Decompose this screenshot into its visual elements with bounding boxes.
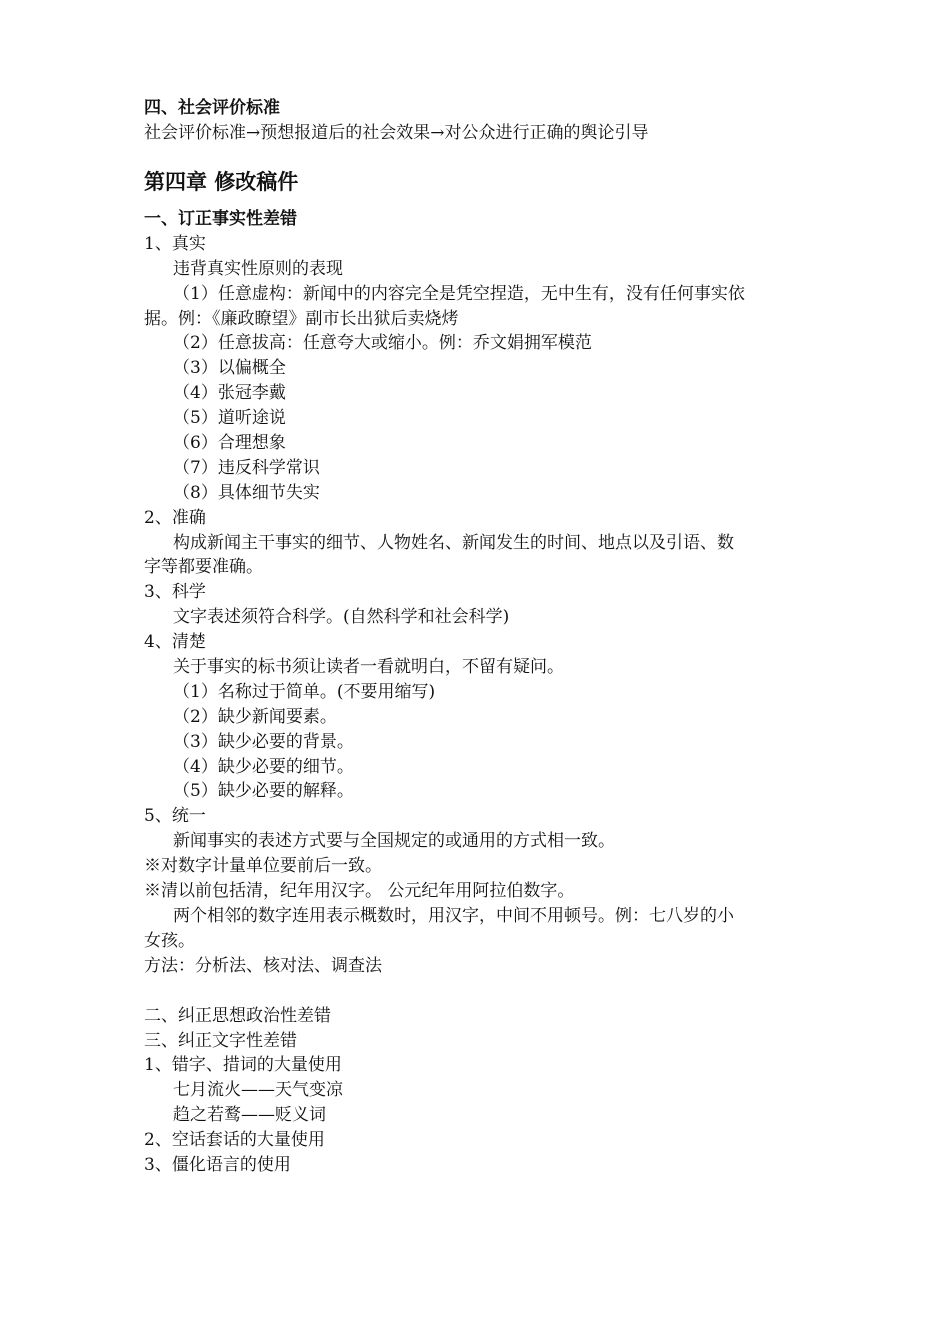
list-item: （5）缺少必要的解释。 <box>173 781 354 802</box>
section-heading: 一、订正事实性差错 <box>144 208 297 229</box>
subsection-title: 2、准确 <box>144 507 206 528</box>
subsection-title: 1、真实 <box>144 233 206 254</box>
paragraph: 新闻事实的表述方式要与全国规定的或通用的方式相一致。 <box>173 831 615 852</box>
subsection-title: 5、统一 <box>144 806 206 827</box>
list-item: （1）任意虚构：新闻中的内容完全是凭空捏造，无中生有，没有任何事实依 <box>173 283 745 304</box>
paragraph: 社会评价标准→预想报道后的社会效果→对公众进行正确的舆论引导 <box>144 123 649 143</box>
list-item: （2）任意拔高：任意夸大或缩小。例：乔文娟拥军模范 <box>173 333 592 354</box>
list-item: （4）缺少必要的细节。 <box>173 756 354 777</box>
paragraph: 关于事实的标书须让读者一看就明白，不留有疑问。 <box>173 657 564 678</box>
subsection-title: 3、科学 <box>144 582 206 603</box>
list-item-continuation: 据。例：《廉政瞭望》副市长出狱后卖烧烤 <box>144 308 459 329</box>
list-item: （7）违反科学常识 <box>173 457 320 478</box>
list-item: （4）张冠李戴 <box>173 383 286 404</box>
list-item: （3）以偏概全 <box>173 358 286 379</box>
list-item: （3）缺少必要的背景。 <box>173 731 354 752</box>
example: 趋之若鹜——贬义词 <box>173 1105 326 1126</box>
note: ※清以前包括清，纪年用汉字。 公元纪年用阿拉伯数字。 <box>144 881 575 902</box>
paragraph: 构成新闻主干事实的细节、人物姓名、新闻发生的时间、地点以及引语、数 <box>173 532 734 553</box>
spacer <box>144 979 824 1004</box>
paragraph-continuation: 字等都要准确。 <box>144 557 263 578</box>
paragraph: 违背真实性原则的表现 <box>173 258 343 279</box>
list-item: （5）道听途说 <box>173 408 286 429</box>
section-heading: 三、纠正文字性差错 <box>144 1030 297 1051</box>
subsection-title: 3、僵化语言的使用 <box>144 1154 291 1175</box>
paragraph: 两个相邻的数字连用表示概数时，用汉字，中间不用顿号。例：七八岁的小 <box>173 905 734 926</box>
section-heading: 二、纠正思想政治性差错 <box>144 1005 331 1026</box>
list-item: （8）具体细节失实 <box>173 482 320 503</box>
subsection-title: 1、错字、措词的大量使用 <box>144 1055 342 1076</box>
paragraph: 文字表述须符合科学。(自然科学和社会科学) <box>173 607 510 628</box>
list-item: （6）合理想象 <box>173 433 286 454</box>
list-item: （2）缺少新闻要素。 <box>173 706 337 727</box>
note: ※对数字计量单位要前后一致。 <box>144 856 382 877</box>
chapter-title: 第四章 修改稿件 <box>144 169 299 194</box>
subsection-title: 4、清楚 <box>144 632 206 653</box>
example: 七月流火——天气变凉 <box>173 1080 343 1101</box>
paragraph-continuation: 女孩。 <box>144 930 195 951</box>
list-item: （1）名称过于简单。(不要用缩写) <box>173 681 436 702</box>
method-line: 方法：分析法、核对法、调查法 <box>144 955 382 976</box>
section-heading: 四、社会评价标准 <box>144 98 280 118</box>
document-page <box>144 96 824 1178</box>
subsection-title: 2、空话套话的大量使用 <box>144 1130 325 1151</box>
